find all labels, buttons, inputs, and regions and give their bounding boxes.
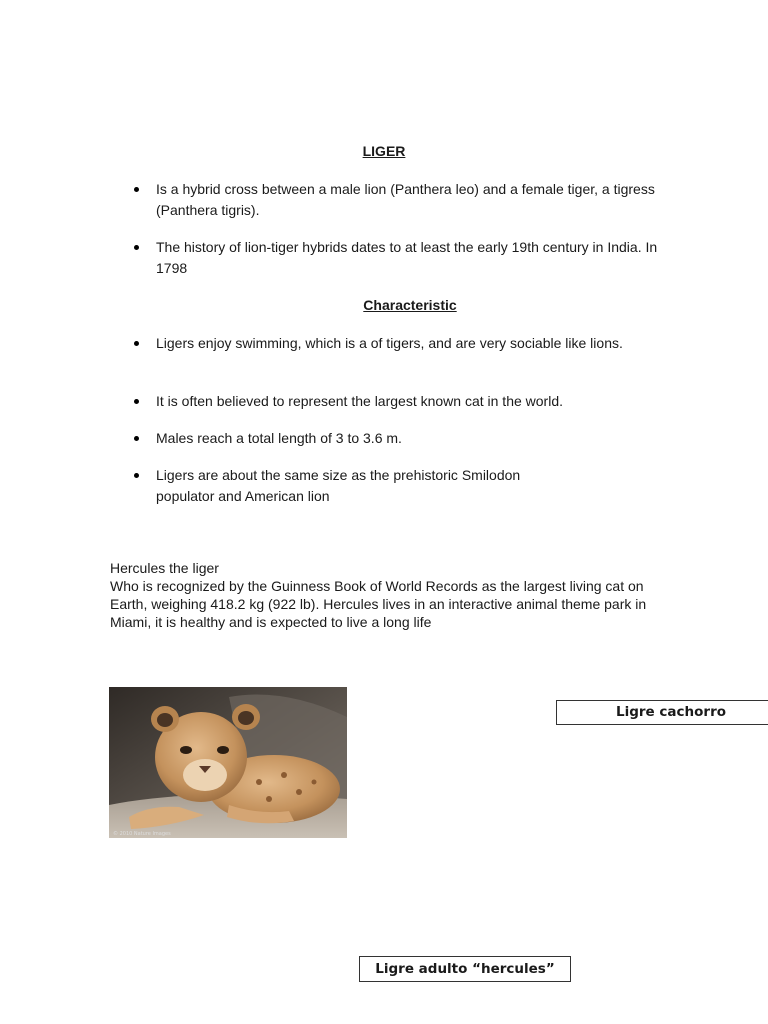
bullet-text: Is a hybrid cross between a male lion (Panthera leo) and a female tiger, a tigress (Panthera tigris). <box>156 181 655 218</box>
bullet-text: It is often believed to represent the largest known cat in the world. <box>156 393 564 409</box>
list-item <box>156 237 666 279</box>
hercules-heading: Hercules the liger <box>110 560 219 576</box>
liger-cub-photo <box>109 687 347 838</box>
list-item <box>156 391 666 412</box>
list-item <box>156 179 666 221</box>
caption-adult: Ligre adulto “hercules” <box>359 956 571 982</box>
list-item <box>156 333 666 354</box>
photo-credit: © 2010 Nature Images <box>113 831 171 837</box>
page-title: LIGER <box>362 143 406 159</box>
bullet-text: The history of lion-tiger hybrids dates to at least the early 19th century in India. In 1798 <box>156 239 658 276</box>
bullet-dot-icon <box>134 473 139 478</box>
bullet-dot-icon <box>134 436 139 441</box>
bullet-text: Ligers are about the same size as the prehistoric Smilodon populator and American lion <box>156 467 521 504</box>
bullet-text: Males reach a total length of 3 to 3.6 m. <box>156 430 402 446</box>
hercules-paragraph: Who is recognized by the Guinness Book of World Records as the largest living cat on Earth, weighing 418.2 kg (922 lb). Hercules lives in an interactive animal theme park in Miami, it is healthy and is expected to live a long life <box>110 578 647 630</box>
bullet-dot-icon <box>134 341 139 346</box>
list-item <box>156 428 666 449</box>
bullet-dot-icon <box>134 187 139 192</box>
list-item <box>156 465 576 507</box>
caption-cub: Ligre cachorro <box>556 700 768 725</box>
bullet-text: Ligers enjoy swimming, which is a of tigers, and are very sociable like lions. <box>156 335 623 351</box>
section-heading: Characteristic <box>363 297 457 313</box>
bullet-dot-icon <box>134 399 139 404</box>
bullet-dot-icon <box>134 245 139 250</box>
